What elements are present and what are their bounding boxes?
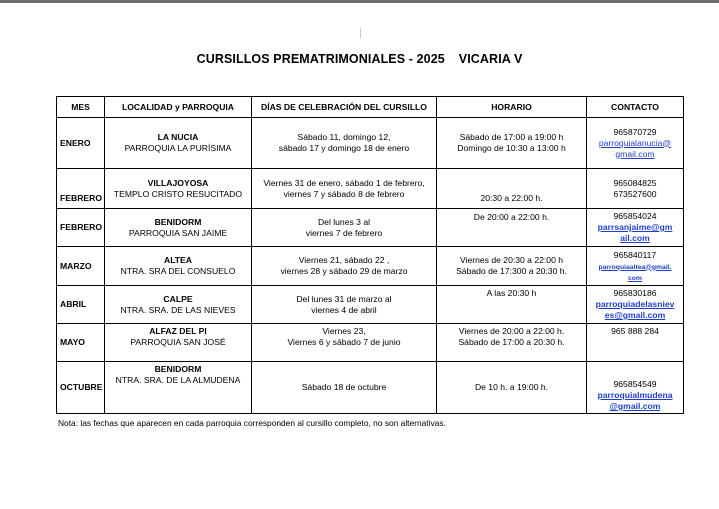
cell-contacto <box>587 286 684 324</box>
phone-number: 965870729 <box>613 126 657 137</box>
horario-line: 20:30 a 22:00 h. <box>480 193 543 203</box>
table-row <box>57 324 684 362</box>
parroquia-name: NTRA. SRA DEL CONSUELO <box>120 266 236 276</box>
table-row <box>57 362 684 414</box>
title-main: CURSILLOS PREMATRIMONIALES - 2025 <box>196 52 445 66</box>
header-mes: MES <box>57 97 105 118</box>
cell-contacto <box>587 209 684 247</box>
cell-contacto <box>587 324 684 362</box>
dias-line: Viernes 23, <box>322 326 366 336</box>
parroquia-name: TEMPLO CRISTO RESUCITADO <box>113 188 243 199</box>
cell-horario <box>437 362 587 414</box>
cell-horario <box>437 118 587 169</box>
email-link[interactable]: parroquialmudena @gmail.com <box>597 390 673 411</box>
cell-localidad <box>105 324 252 362</box>
schedule-table <box>56 96 684 414</box>
cell-horario <box>437 324 587 362</box>
dias-line: viernes 7 y sábado 8 de febrero <box>283 188 405 199</box>
cell-dias <box>252 286 437 324</box>
parroquia-name: NTRA. SRA. DE LAS NIEVES <box>120 304 236 315</box>
horario-line: Sábado de 17:300 a 20:30 h. <box>456 266 567 276</box>
parroquia-name: PARROQUIA SAN JAIME <box>128 227 228 238</box>
text-cursor-mark <box>360 28 361 38</box>
dias-line: Viernes 31 de enero, sábado 1 de febrero, <box>263 177 425 188</box>
cell-dias <box>252 362 437 414</box>
horario-line: De 10 h. a 19:00 h. <box>474 382 549 392</box>
dias-line: Viernes 21, sábado 22 , <box>298 255 390 265</box>
table-row <box>57 118 684 169</box>
footnote: Nota: las fechas que aparecen en cada parroquia corresponden al cursillo completo, no son alternativas. <box>58 418 446 428</box>
cell-horario <box>437 247 587 286</box>
cell-contacto <box>587 118 684 169</box>
horario-line: Viernes de 20:30 a 22:00 h <box>459 255 564 265</box>
dias-line: Del lunes 3 al <box>317 216 371 227</box>
cell-localidad <box>105 118 252 169</box>
horario-line: Viernes de 20:00 a 22:00 h. <box>458 326 565 336</box>
cell-localidad <box>105 209 252 247</box>
localidad-name: ALTEA <box>163 255 192 265</box>
phone-number: 965830186 <box>613 288 657 298</box>
email-link[interactable]: parroquiaaltea@gmail. com <box>598 263 672 282</box>
cell-mes: OCTUBRE <box>57 362 105 414</box>
phone-number: 673527600 <box>613 188 657 199</box>
cell-dias <box>252 169 437 209</box>
dias-line: Del lunes 31 de marzo al <box>296 293 392 304</box>
cell-localidad <box>105 362 252 414</box>
header-localidad: LOCALIDAD y PARROQUIA <box>105 97 252 118</box>
localidad-name: CALPE <box>163 293 193 304</box>
phone-number: 965840117 <box>613 249 657 260</box>
parroquia-name: PARROQUIA SAN JOSÉ <box>130 337 226 347</box>
phone-number: 965084825 <box>613 177 657 188</box>
dias-line: viernes 7 de febrero <box>305 227 383 238</box>
horario-line: Sábado de 17:00 a 20:30 h. <box>458 337 565 347</box>
cell-contacto <box>587 169 684 209</box>
horario-line: Domingo de 10:30 a 13:00 h <box>457 143 566 153</box>
email-link[interactable]: parrsanjaime@gm ail.com <box>597 222 673 243</box>
cell-dias <box>252 324 437 362</box>
cell-localidad <box>105 247 252 286</box>
dias-line: Viernes 6 y sábado 7 de junio <box>287 337 401 347</box>
table-row <box>57 209 684 247</box>
cell-localidad <box>105 169 252 209</box>
localidad-name: ALFAZ DEL PI <box>149 326 207 336</box>
cell-contacto <box>587 247 684 286</box>
header-contacto: CONTACTO <box>587 97 684 118</box>
table-row <box>57 247 684 286</box>
cell-mes: FEBRERO <box>57 169 105 209</box>
phone-number: 965 888 284 <box>611 326 659 336</box>
email-link[interactable]: parroquialanucia@ gmail.com <box>598 137 672 159</box>
cell-contacto <box>587 362 684 414</box>
header-horario: HORARIO <box>437 97 587 118</box>
cell-dias <box>252 209 437 247</box>
header-dias: DÍAS DE CELEBRACIÓN DEL CURSILLO <box>252 97 437 118</box>
localidad-name: BENIDORM <box>154 216 202 227</box>
cell-dias <box>252 118 437 169</box>
localidad-name: LA NUCIA <box>157 132 199 142</box>
table-header-row <box>57 97 684 118</box>
cell-mes: ENERO <box>57 118 105 169</box>
table-row <box>57 169 684 209</box>
page-title <box>0 52 719 66</box>
phone-number: 965854024 <box>613 211 657 221</box>
horario-line: A las 20:30 h <box>486 288 537 298</box>
localidad-name: BENIDORM <box>154 364 202 374</box>
localidad-name: VILLAJOYOSA <box>147 177 209 188</box>
cell-mes: MARZO <box>57 247 105 286</box>
dias-line: Sábado 11, domingo 12, <box>297 132 391 142</box>
dias-line: viernes 4 de abril <box>311 304 377 315</box>
top-border-line <box>0 0 719 3</box>
dias-line: viernes 28 y sábado 29 de marzo <box>280 266 408 276</box>
dias-line: sábado 17 y domingo 18 de enero <box>278 143 410 153</box>
title-vicaria: VICARIA V <box>458 52 523 66</box>
cell-dias <box>252 247 437 286</box>
horario-line: De 20:00 a 22:00 h. <box>473 212 550 222</box>
dias-line: Sábado 18 de octubre <box>301 382 387 392</box>
horario-line: Sábado de 17:00 a 19:00 h <box>459 132 564 142</box>
cell-horario <box>437 209 587 247</box>
cell-mes: ABRIL <box>57 286 105 324</box>
parroquia-name: PARROQUIA LA PURÍSIMA <box>124 143 232 153</box>
cell-horario <box>437 286 587 324</box>
cell-localidad <box>105 286 252 324</box>
email-link[interactable]: parroquiadelasniev es@gmail.com <box>595 299 675 320</box>
table-row <box>57 286 684 324</box>
cell-mes: FEBRERO <box>57 209 105 247</box>
cell-horario <box>437 169 587 209</box>
phone-number: 965854549 <box>613 379 657 389</box>
cell-mes: MAYO <box>57 324 105 362</box>
parroquia-name: NTRA. SRA. DE LA ALMUDENA <box>115 375 241 385</box>
